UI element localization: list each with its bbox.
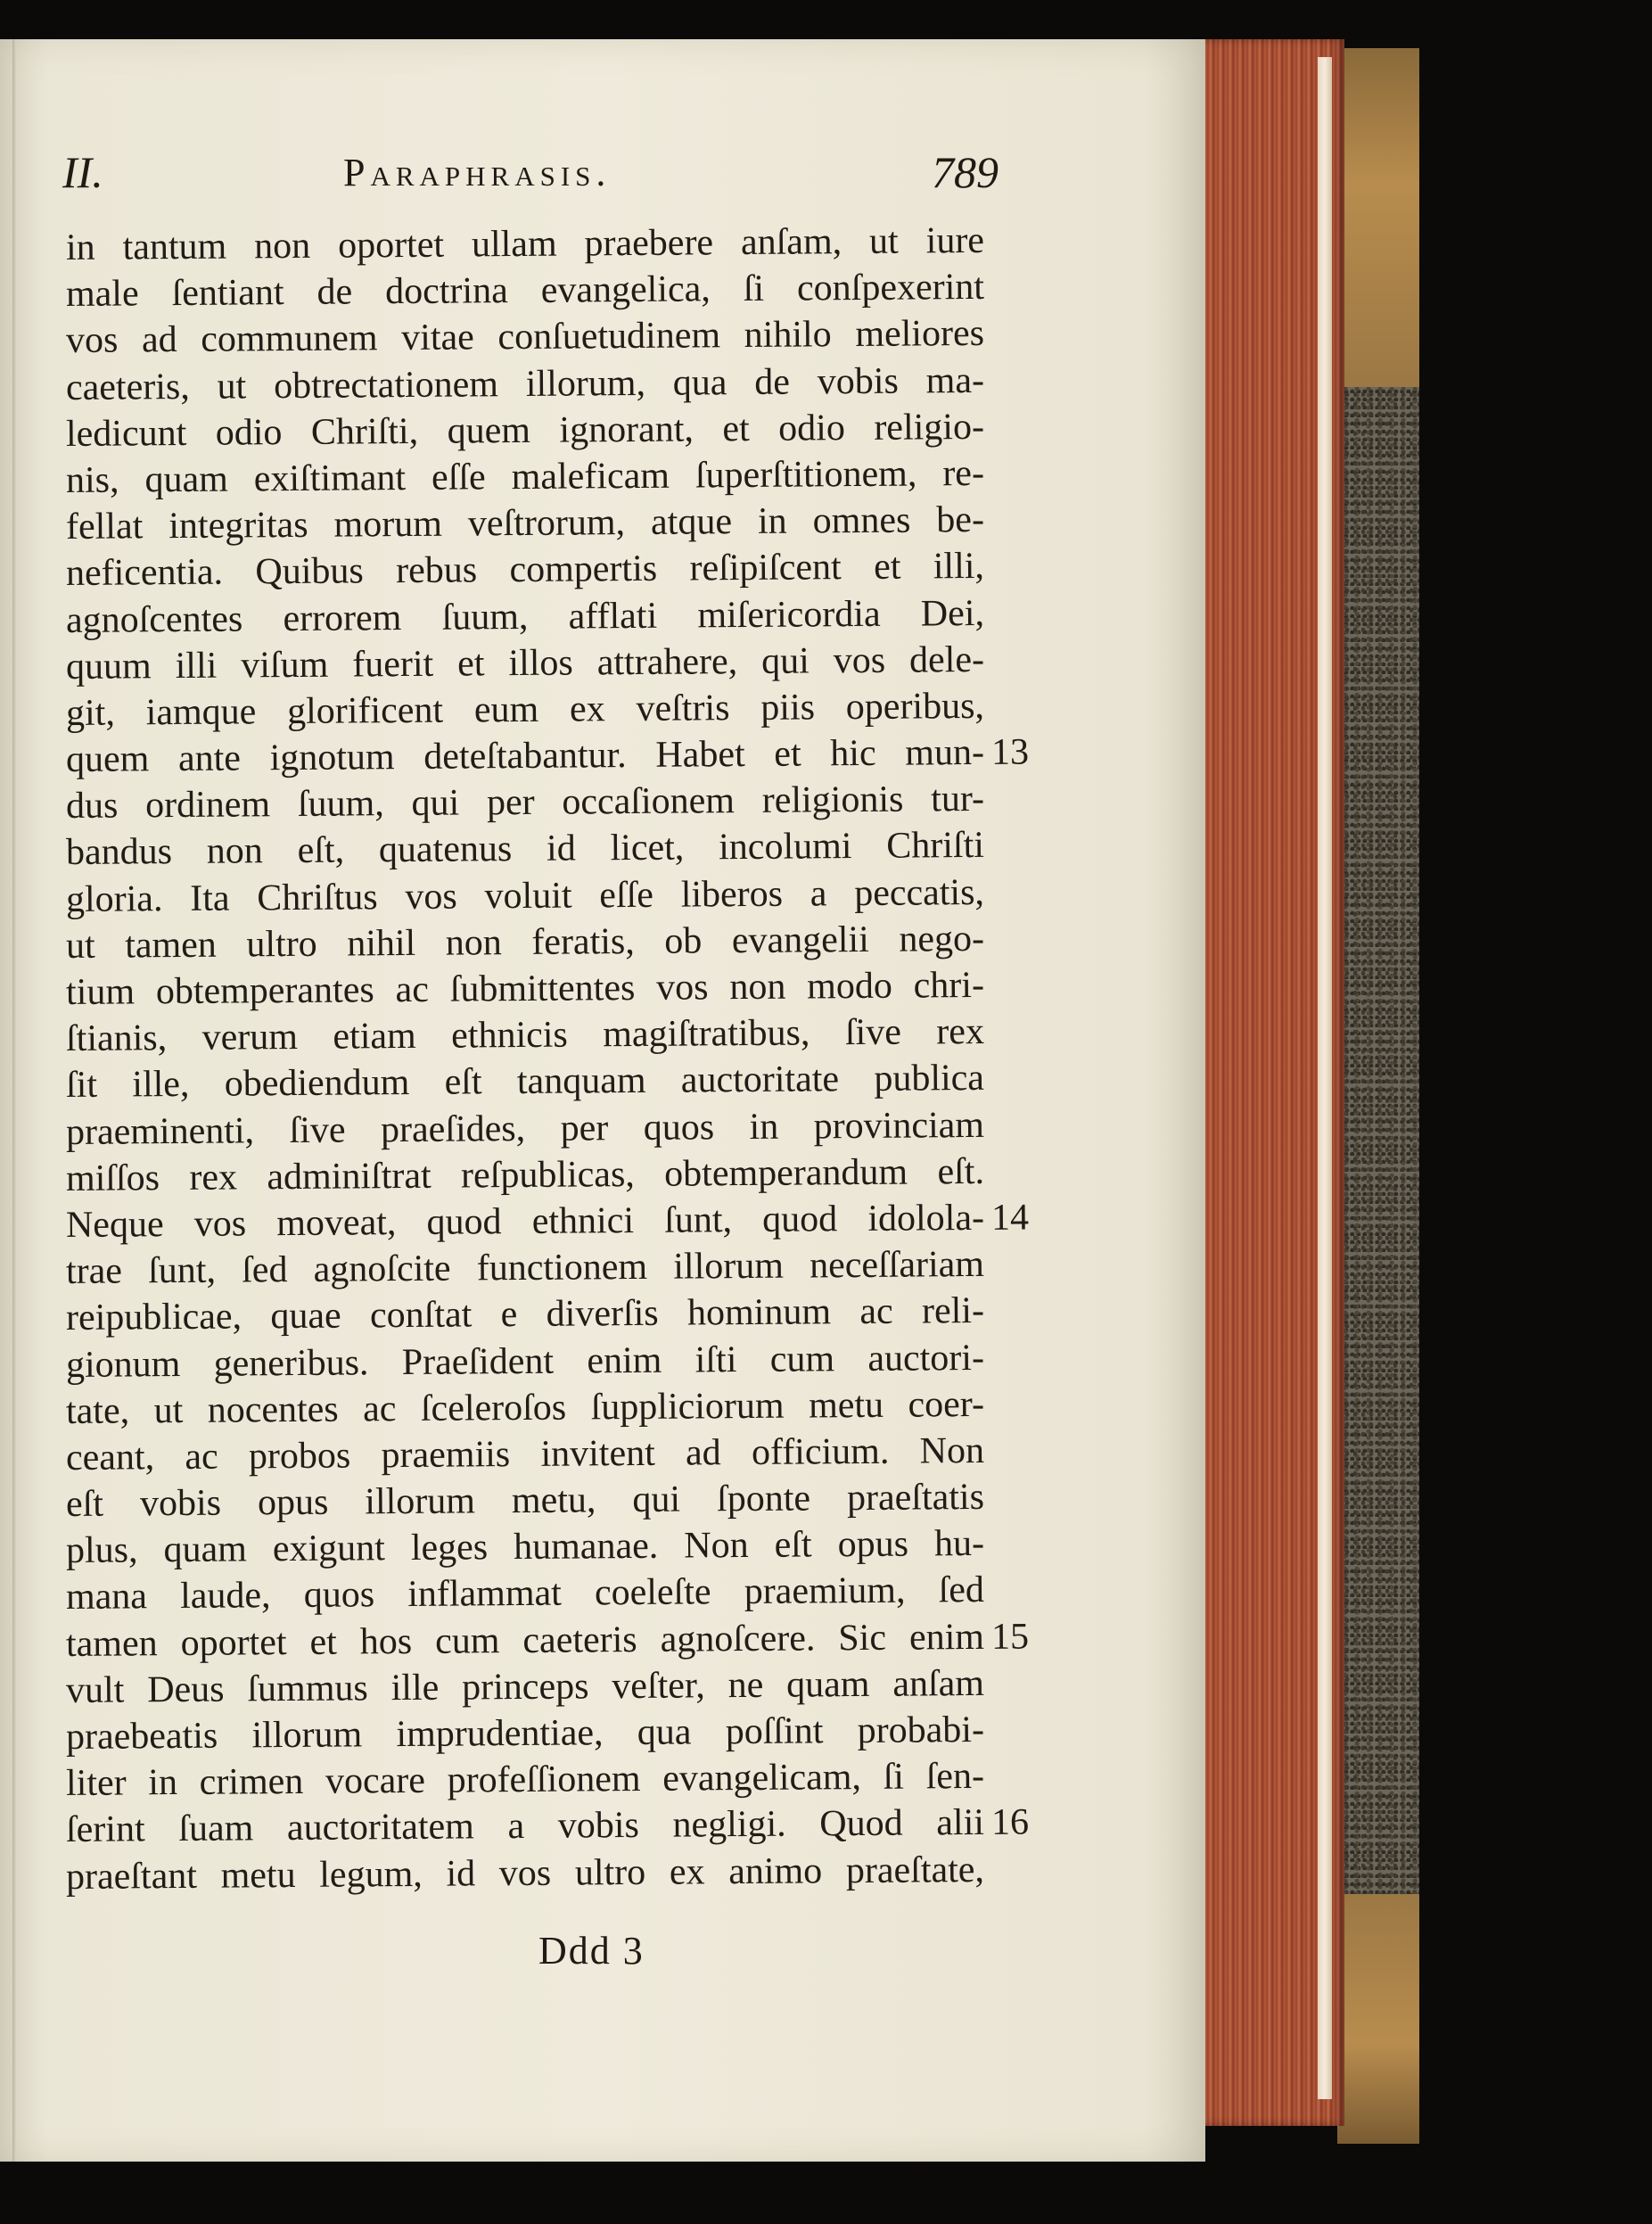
- text-line-content: ut tamen ultro nihil non feratis, ob evangelii nego-: [65, 918, 985, 967]
- fore-edge-white-band: [1318, 57, 1332, 2099]
- text-line-content: nis, quam exiſtimant eſſe maleficam ſuperſtitionem, re-: [65, 452, 985, 501]
- page-fore-edge: [1204, 39, 1344, 2126]
- book: [0, 39, 1418, 2162]
- text-line-content: male ſentiant de doctrina evangelica, ſi conſpexerint: [65, 267, 985, 316]
- text-line-content: dus ordinem ſuum, qui per occaſionem religionis tur-: [65, 778, 985, 828]
- text-line: [65, 1800, 1030, 1853]
- text-line: [66, 1381, 984, 1435]
- text-line-content: trae ſunt, ſed agnoſcite functionem illorum neceſſariam: [65, 1244, 985, 1293]
- text-line: [66, 1567, 984, 1620]
- text-line: [66, 869, 984, 923]
- text-line: [66, 1055, 984, 1108]
- signature-mark: Ddd 3: [538, 1929, 645, 1973]
- text-line: [66, 776, 984, 829]
- text-line: [66, 916, 984, 969]
- text-line-content: praeminenti, ſive praeſides, per quos in provinciam: [65, 1104, 985, 1153]
- text-line-content: gloria. Ita Chriſtus vos voluit eſſe liberos a peccatis,: [65, 871, 985, 920]
- text-line: [66, 450, 984, 504]
- text-line-content: vos ad communem vitae conſuetudinem nihilo meliores: [65, 313, 985, 362]
- gutter-shadow: [12, 39, 16, 2162]
- text-line-content: quem ante ignotum deteſtabantur. Habet et hic mun-: [65, 731, 985, 781]
- text-line: [66, 1660, 984, 1714]
- text-line: [66, 1428, 984, 1481]
- text-line-content: ſerint ſuam auctoritatem a vobis negligi. Quod alii: [65, 1802, 985, 1851]
- text-line-content: miſſos rex adminiſtrat reſpublicas, obtemperandum eſt.: [65, 1150, 985, 1199]
- text-line: [66, 264, 984, 317]
- verse-number: 14: [990, 1197, 1030, 1239]
- verse-number: 16: [990, 1801, 1030, 1844]
- text-line: [66, 218, 984, 271]
- text-line-content: git, iamque glorificent eum ex veſtris piis operibus,: [65, 685, 985, 734]
- text-line: [65, 1614, 1030, 1668]
- verse-number: 15: [990, 1616, 1030, 1658]
- text-line-content: tate, ut nocentes ac ſceleroſos ſuppliciorum metu coer-: [65, 1383, 985, 1432]
- text-line: [66, 1520, 984, 1574]
- text-line-content: mana laude, quos inflammat coeleſte praemium, ſed: [65, 1569, 985, 1619]
- text-line: [66, 1149, 984, 1202]
- text-line: [66, 1241, 984, 1295]
- text-line: [66, 1707, 984, 1760]
- running-title: Paraphrasis.: [343, 151, 612, 194]
- cover-top-band: [1337, 48, 1419, 387]
- text-line-content: quum illi viſum fuerit et illos attrahere, qui vos dele-: [65, 638, 985, 688]
- text-line: [66, 404, 984, 457]
- text-line: [66, 1474, 984, 1528]
- text-line: [66, 1334, 984, 1388]
- text-line-content: ledicunt odio Chriſti, quem ignorant, et odio religio-: [65, 406, 985, 455]
- book-page: [0, 39, 1205, 2162]
- text-line: [66, 589, 984, 643]
- book-cover-board: [1337, 48, 1419, 2144]
- chapter-number: II.: [62, 147, 103, 197]
- page-number: 789: [932, 147, 999, 197]
- text-line: [66, 822, 984, 876]
- text-line-content: tamen oportet et hos cum caeteris agnoſcere. Sic enim: [65, 1616, 985, 1665]
- text-line: [66, 1753, 984, 1807]
- text-line: [66, 1009, 984, 1062]
- text-line: [66, 683, 984, 737]
- text-line-content: praebeatis illorum imprudentiae, qua poſſint probabi-: [65, 1709, 985, 1758]
- text-line-content: reipublicae, quae conſtat e diverſis hominum ac reli-: [65, 1290, 985, 1339]
- cover-bottom-band: [1337, 1894, 1419, 2144]
- text-line-content: eſt vobis opus illorum metu, qui ſponte praeſtatis: [65, 1476, 985, 1526]
- text-line-content: ceant, ac probos praemiis invitent ad officium. Non: [65, 1429, 985, 1479]
- text-line-content: agnoſcentes errorem ſuum, afflati miſericordia Dei,: [65, 592, 985, 641]
- text-line: [66, 637, 984, 690]
- text-line: [66, 357, 984, 410]
- text-line: [66, 310, 984, 364]
- text-line-content: bandus non eſt, quatenus id licet, incolumi Chriſti: [65, 825, 985, 874]
- text-line-content: caeteris, ut obtrectationem illorum, qua de vobis ma-: [65, 359, 985, 408]
- text-line-content: neficentia. Quibus rebus compertis reſipiſcent et illi,: [65, 546, 985, 595]
- text-line-content: fellat integritas morum veſtrorum, atque in omnes be-: [65, 499, 985, 548]
- text-line-content: praeſtant metu legum, id vos ultro ex animo praeſtate,: [65, 1849, 985, 1898]
- body-text: [65, 219, 1030, 1900]
- text-line-content: tium obtemperantes ac ſubmittentes vos non modo chri-: [65, 964, 985, 1013]
- text-line: [66, 497, 984, 550]
- text-line-content: Neque vos moveat, quod ethnici ſunt, quod idolola-: [65, 1197, 985, 1246]
- text-line-content: plus, quam exigunt leges humanae. Non eſt opus hu-: [65, 1523, 985, 1572]
- text-line: [66, 1288, 984, 1341]
- text-line: [66, 1101, 984, 1155]
- text-line-content: liter in crimen vocare profeſſionem evangelicam, ſi ſen-: [65, 1756, 985, 1805]
- text-line-content: gionum generibus. Praeſident enim iſti cum auctori-: [65, 1337, 985, 1386]
- text-line: [66, 962, 984, 1016]
- text-line: [66, 543, 984, 597]
- text-line-content: in tantum non oportet ullam praebere anſam, ut iure: [65, 219, 985, 268]
- running-head: [62, 146, 999, 218]
- text-line-content: ſtianis, verum etiam ethnicis magiſtratibus, ſive rex: [65, 1011, 985, 1060]
- text-line: [66, 1846, 984, 1899]
- text-line: [65, 1195, 1030, 1248]
- text-line-content: ſit ille, obediendum eſt tanquam auctoritate publica: [65, 1058, 985, 1107]
- verse-number: 13: [990, 731, 1030, 773]
- text-line-content: vult Deus ſummus ille princeps veſter, ne quam anſam: [65, 1662, 985, 1711]
- text-line: [65, 729, 1030, 783]
